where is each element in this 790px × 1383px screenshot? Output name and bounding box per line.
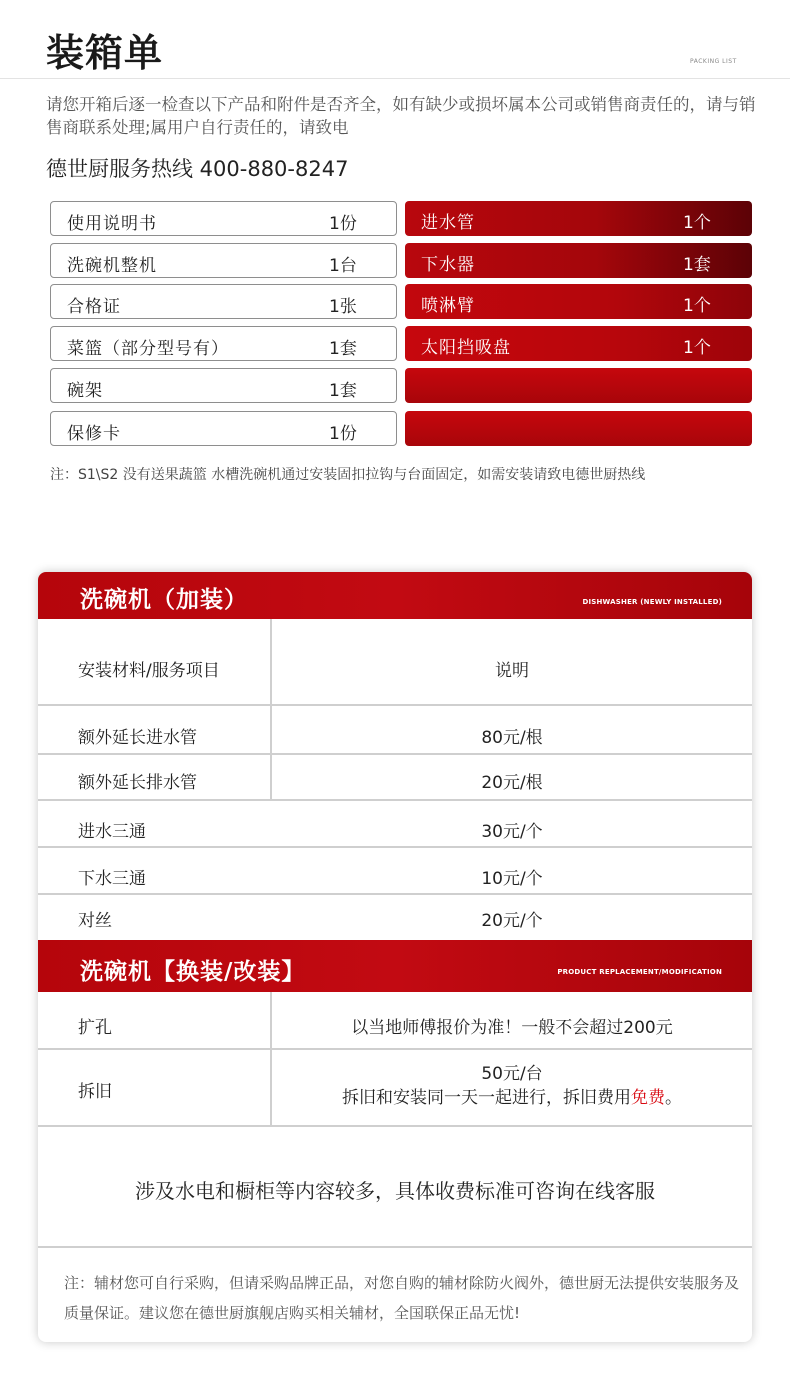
accessory-item-qty: 1个 bbox=[683, 296, 711, 316]
row-divider bbox=[38, 1125, 752, 1127]
replace-subtitle: PRODUCT REPLACEMENT/MODIFICATION bbox=[557, 968, 722, 976]
install-row-item: 对丝 bbox=[78, 911, 112, 931]
packing-item bbox=[50, 201, 397, 236]
accessory-item-name: 进水管 bbox=[421, 213, 475, 233]
packing-item-qty: 1份 bbox=[329, 424, 357, 444]
install-title: 洗碗机（加装） bbox=[80, 587, 248, 613]
packing-item bbox=[50, 368, 397, 403]
install-row-item: 额外延长进水管 bbox=[78, 728, 197, 748]
replace-title: 洗碗机【换装/改装】 bbox=[80, 959, 306, 985]
packing-item-name: 洗碗机整机 bbox=[67, 256, 157, 276]
install-row-desc: 80元/根 bbox=[481, 728, 543, 748]
table-header-item: 安装材料/服务项目 bbox=[78, 661, 220, 681]
packing-item bbox=[50, 411, 397, 446]
install-subtitle: DISHWASHER (NEWLY INSTALLED) bbox=[582, 598, 722, 606]
packing-item-name: 合格证 bbox=[67, 297, 121, 317]
accessory-item-name: 下水器 bbox=[421, 255, 475, 275]
accessory-item-qty: 1套 bbox=[683, 255, 711, 275]
consult-text: 涉及水电和橱柜等内容较多，具体收费标准可咨询在线客服 bbox=[135, 1179, 655, 1203]
packing-item bbox=[50, 326, 397, 361]
removal-note-text: 拆旧和安装同一天一起进行，拆旧费用 bbox=[342, 1088, 631, 1108]
replace-row-desc: 以当地师傅报价为准！一般不会超过200元 bbox=[351, 1018, 673, 1038]
install-row-item: 额外延长排水管 bbox=[78, 773, 197, 793]
accessory-item bbox=[405, 243, 752, 278]
row-divider bbox=[38, 704, 752, 706]
packing-item-name: 菜篮（部分型号有） bbox=[67, 339, 229, 359]
install-header-band bbox=[38, 572, 752, 619]
packing-item-qty: 1份 bbox=[329, 214, 357, 234]
accessory-item-qty: 1个 bbox=[683, 338, 711, 358]
install-row-desc: 10元/个 bbox=[481, 869, 543, 889]
page-title: 装箱单 bbox=[46, 31, 164, 75]
install-row-desc: 30元/个 bbox=[481, 822, 543, 842]
empty-accessory-slot bbox=[405, 411, 752, 446]
packing-note: 注：S1\S2 没有送果蔬篮 水槽洗碗机通过安装固扣拉钩与台面固定，如需安装请致电德世厨热线 bbox=[50, 467, 646, 483]
row-divider bbox=[38, 1246, 752, 1248]
packing-item-qty: 1张 bbox=[329, 297, 357, 317]
row-divider bbox=[38, 893, 752, 895]
table-header-desc: 说明 bbox=[495, 661, 529, 681]
replace-header-band bbox=[38, 940, 752, 992]
removal-note-end: 。 bbox=[665, 1088, 682, 1108]
accessory-item bbox=[405, 284, 752, 319]
install-row-desc: 20元/个 bbox=[481, 911, 543, 931]
installation-card bbox=[38, 572, 752, 1342]
packing-item bbox=[50, 284, 397, 319]
replace-row-desc bbox=[272, 1062, 752, 1110]
replace-row-item: 拆旧 bbox=[78, 1082, 112, 1102]
accessory-item-name: 太阳挡吸盘 bbox=[421, 338, 511, 358]
free-label: 免费 bbox=[631, 1088, 665, 1108]
row-divider bbox=[38, 799, 752, 801]
replace-row-item: 扩孔 bbox=[78, 1018, 112, 1038]
header-divider bbox=[0, 78, 790, 79]
packing-item-qty: 1台 bbox=[329, 256, 357, 276]
accessory-item-name: 喷淋臂 bbox=[421, 296, 475, 316]
accessory-item bbox=[405, 326, 752, 361]
packing-item-qty: 1套 bbox=[329, 381, 357, 401]
removal-price: 50元/台 bbox=[481, 1064, 543, 1084]
service-hotline: 德世厨服务热线 400-880-8247 bbox=[46, 157, 349, 181]
packing-item-name: 使用说明书 bbox=[67, 214, 157, 234]
install-row-item: 下水三通 bbox=[78, 869, 146, 889]
row-divider bbox=[38, 846, 752, 848]
accessory-item-qty: 1个 bbox=[683, 213, 711, 233]
page-subtitle: PACKING LIST bbox=[690, 58, 737, 65]
packing-item-name: 碗架 bbox=[67, 381, 103, 401]
materials-note: 注：辅材您可自行采购，但请采购品牌正品，对您自购的辅材除防火阀外，德世厨无法提供安装服务及质量保证。建议您在德世厨旗舰店购买相关辅材，全国联保正品无忧! bbox=[64, 1274, 740, 1322]
packing-item-name: 保修卡 bbox=[67, 424, 121, 444]
install-row-item: 进水三通 bbox=[78, 822, 146, 842]
accessory-item bbox=[405, 201, 752, 236]
row-divider bbox=[38, 753, 752, 755]
intro-text: 请您开箱后逐一检查以下产品和附件是否齐全，如有缺少或损坏属本公司或销售商责任的，请与销售商联系处理;属用户自行责任的，请致电 bbox=[46, 95, 756, 137]
install-row-desc: 20元/根 bbox=[481, 773, 543, 793]
removal-note bbox=[272, 1086, 752, 1110]
empty-accessory-slot bbox=[405, 368, 752, 403]
row-divider bbox=[38, 1048, 752, 1050]
packing-item-qty: 1套 bbox=[329, 339, 357, 359]
packing-item bbox=[50, 243, 397, 278]
